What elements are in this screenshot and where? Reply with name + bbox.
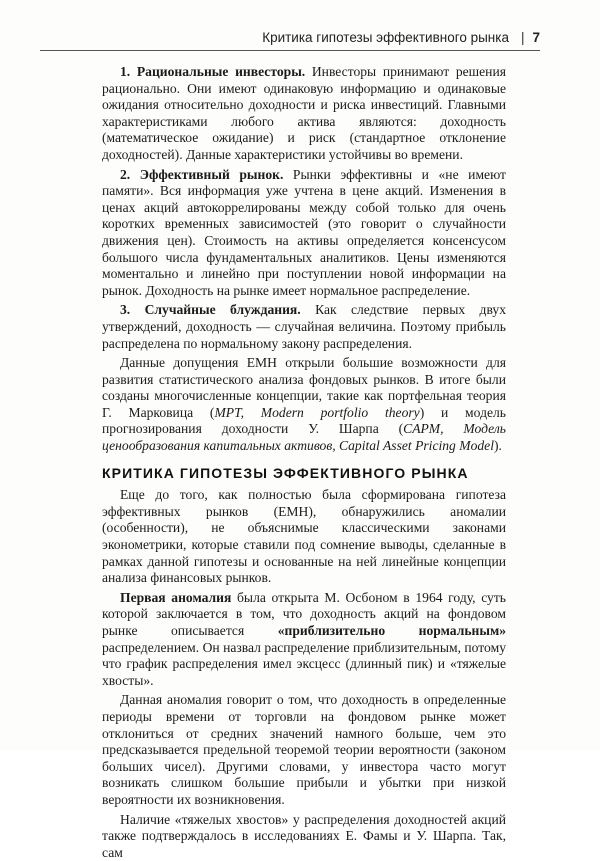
page-body [102,64,506,861]
paragraph-anomalies-intro: Еще до того, как полностью была сформирована гипотеза эффективных рынков (EMH), обнаружились аномалии (особенности), не объяснимые классическими законами эконометрики, которые ставили под сомнение выводы, сделанные в рамках данной гипотезы и основанные на ней линейные концепции анализа финансовых рынков. [102,487,506,586]
header-separator: | [520,30,525,45]
paragraph-emh-assumptions [102,355,506,455]
running-header-title: Критика гипотезы эффективного рынка [262,30,509,45]
paragraph-lead: 2. Эффективный рынок. [120,166,284,182]
paragraph-text: ) и модель прогнозирования доходности У. Шарпа ( [102,404,506,437]
italic-term: MPT, Modern portfolio theory [214,404,420,420]
paragraph-text: ). [493,438,502,454]
paragraph-lead: 1. Рациональные инвесторы. [120,64,306,79]
paragraph-text: Рынки эффективны и «не имеют памяти». Вся информация уже учтена в цене акций. Изменения в ценах акций автокоррелированы между собой только для очень коротких временных зависимостей (это говорит о случайности движения цен). Стоимость на активы определяется консенсусом большого числа фундаментальных аналитиков. Цены изменяются моментально и линейно при поступлении новой информации на рынок. Доходность на рынке имеет нормальное распределение. [102,166,506,298]
paragraph-text: была открыта М. Осбоном в 1964 году, суть которой заключается в том, что доходность акций на фондовом рынке описывается [102,589,506,638]
bold-term: «приблизительно нормальным» [277,623,507,638]
paragraph-efficient-market [102,167,506,300]
paragraph-anomaly-explanation: Данная аномалия говорит о том, что доходность в определенные периоды времени от торговли на фондовом рынке может отклониться от средних значений намного больше, чем это предсказывается предельной теоремой теории вероятности (законом больших чисел). Другими словами, у инвестора часто могут возникать слишком большие прибыли и убытки при низкой вероятности их возникновения. [102,692,506,807]
italic-term: CAPM, Модель ценообразования капитальных активов, Capital Asset Pricing Model [102,421,506,454]
section-heading: КРИТИКА ГИПОТЕЗЫ ЭФФЕКТИВНОГО РЫНКА [102,464,469,481]
paragraph-rational-investors [102,64,506,164]
paragraph-text: Данные допущения EMH открыли большие возможности для развития статистического анализа фондовых рынков. В итоге были созданы многочисленные концепции, такие как портфельная теория Г. Марковица ( [102,355,506,420]
page-number: 7 [532,30,540,45]
paragraph-heavy-tails: Наличие «тяжелых хвостов» у распределения доходностей акций также подтверждалось в исследованиях Е. Фамы и У. Шарпа. Так, сам [102,811,506,860]
paragraph-first-anomaly [102,590,506,690]
paragraph-random-walks [102,302,506,352]
paragraph-lead: 3. Случайные блуждания. [120,302,301,318]
paragraph-text: Как следствие первых двух утверждений, доходность — случайная величина. Поэтому прибыль распределена по нормальному закону распределения. [102,302,506,351]
paragraph-text: Инвесторы принимают решения рационально. Они имеют одинаковую информацию и одинаковые ожидания относительно доходности и риска инвестиций. Главными характеристиками любого актива являются: доходность (математическое ожидание) и риск (стандартное отклонение доходностей). Данные характеристики устойчивы во времени. [102,64,506,162]
paragraph-text: распределением. Он назвал распределение приблизительным, потому что график распределения имел эксцесс (длинный пик) и «тяжелые хвосты». [102,639,506,688]
paragraph-lead: Первая аномалия [120,589,232,605]
running-header [40,28,540,51]
